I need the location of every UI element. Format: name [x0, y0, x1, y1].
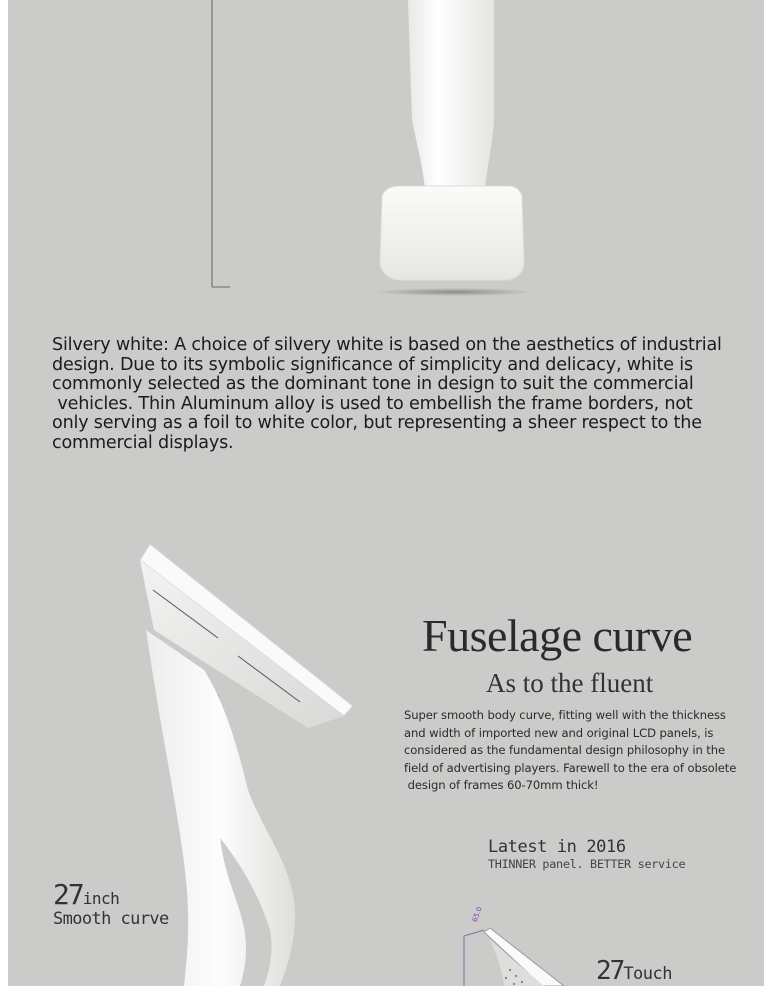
fuselage-line: considered as the fundamental design philosophy in the: [404, 743, 726, 758]
touch-unit: Touch: [623, 964, 672, 984]
size-number: 27: [53, 878, 83, 911]
fuselage-line: field of advertising players. Farewell to the era of obsolete: [404, 760, 737, 775]
kiosk-dimension-diagram: [444, 896, 604, 986]
size-caption: Smooth curve: [53, 909, 169, 929]
fuselage-line: and width of imported new and original LCD panels, is: [404, 725, 714, 740]
description-line: commercial displays.: [52, 432, 234, 453]
description-line: only serving as a foil to white color, but representing a sheer respect to the: [52, 413, 702, 434]
description-line: Silvery white: A choice of silvery white is based on the aesthetics of industrial: [52, 335, 722, 355]
description-line: commonly selected as the dominant tone in design to suit the commercial: [52, 374, 694, 395]
touch-label: [596, 956, 672, 986]
fuselage-description: [404, 707, 760, 795]
latest-title: Latest in 2016: [488, 837, 626, 857]
description-line: vehicles. Thin Aluminum alloy is used to embellish the frame borders, not: [52, 393, 693, 414]
fuselage-subtitle: As to the fluent: [486, 668, 654, 698]
dimension-mark: 65.0: [470, 905, 484, 924]
description-line: design. Due to its symbolic significance of simplicity and delicacy, white is: [52, 354, 693, 375]
product-page: [8, 0, 764, 986]
size-label: [53, 880, 119, 910]
silvery-white-description: [52, 336, 752, 454]
fuselage-title: Fuselage curve: [422, 610, 693, 661]
fuselage-line: Super smooth body curve, fitting well with the thickness: [404, 708, 726, 722]
latest-subtitle: THINNER panel. BETTER service: [488, 857, 686, 871]
size-unit: inch: [82, 889, 120, 908]
fuselage-line: design of frames 60-70mm thick!: [404, 778, 599, 793]
touch-number: 27: [596, 956, 624, 986]
kiosk-front-illustration: [8, 0, 764, 310]
